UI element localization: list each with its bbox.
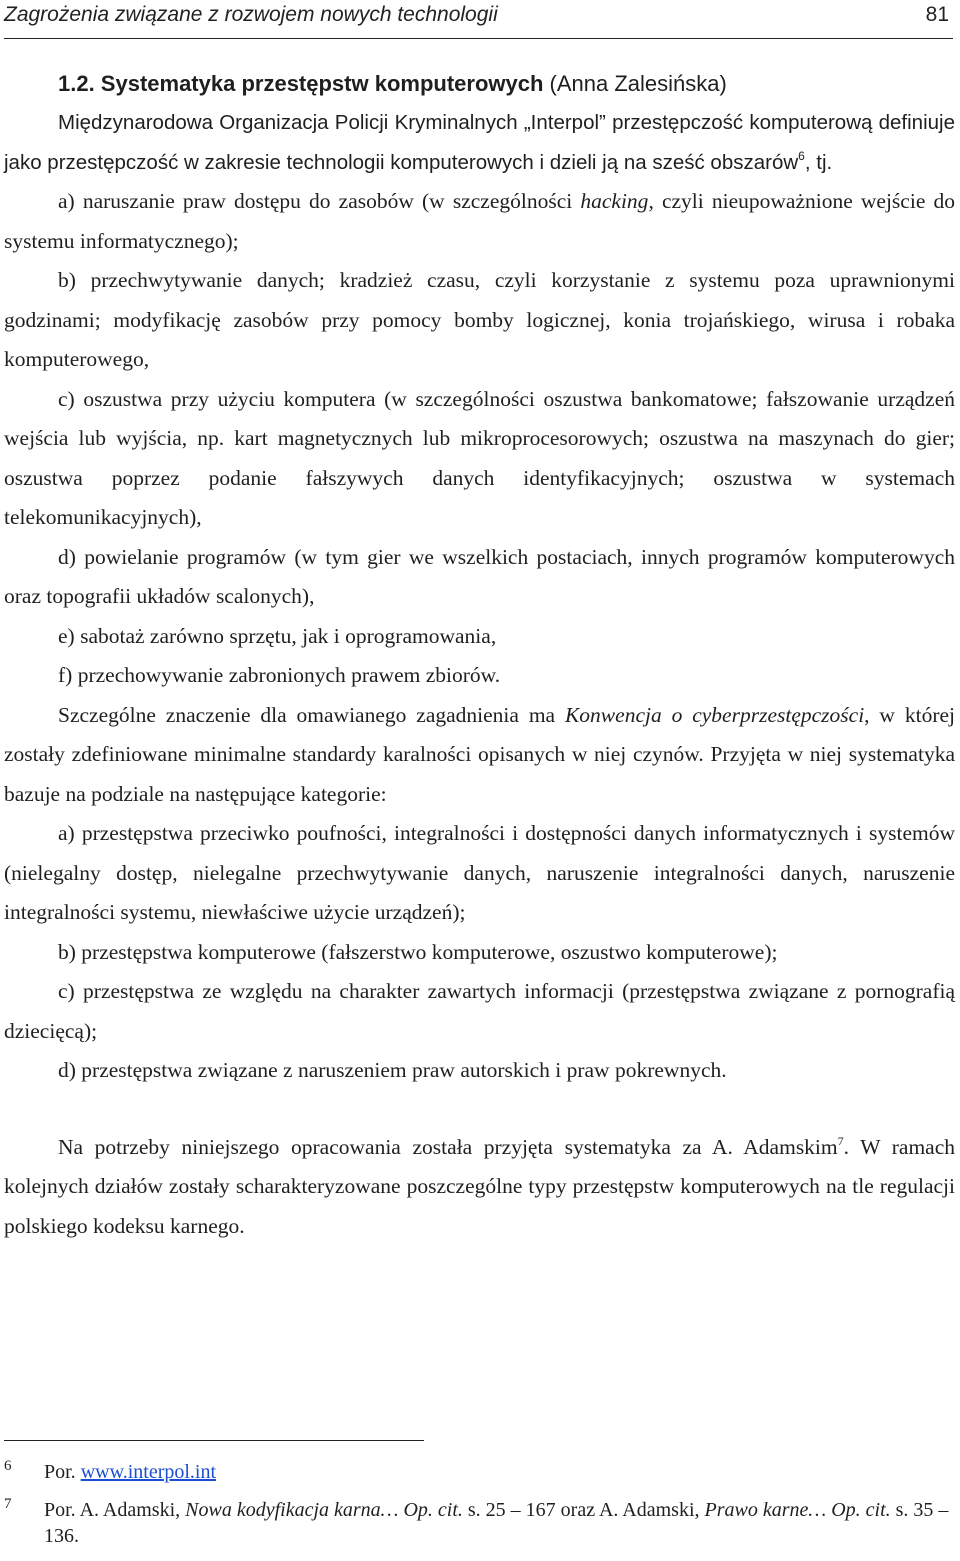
- interpol-item-a: [4, 182, 955, 261]
- interpol-item-e: e) sabotaż zarówno sprzętu, jak i oprogramowania,: [58, 623, 497, 648]
- interpol-link[interactable]: www.interpol.int: [80, 1461, 217, 1483]
- footnote-6: [4, 1459, 955, 1485]
- footnote-number: 6: [4, 1458, 12, 1474]
- running-title: Zagrożenia związane z rozwojem nowych technologii: [4, 3, 498, 26]
- interpol-item-c: c) oszustwa przy użyciu komputera (w szczególności oszustwa bankomatowe; fałszowanie urządzeń wejścia lub wyjścia, np. kart magnetycznych lub mikroprocesorowych; oszustwa na maszynach do gier; oszustwa poprzez podanie fałszywych danych identyfikacyjnych; oszustwa w systemach telekomunikacyjnych),: [4, 386, 955, 529]
- footnotes: [4, 1440, 955, 1561]
- main-content: [4, 64, 955, 1246]
- page-number: 81: [925, 3, 949, 26]
- section-author: (Anna Zalesińska): [549, 71, 727, 96]
- footnote-ref-7[interactable]: 7: [837, 1133, 844, 1148]
- footnote-number: 7: [4, 1496, 12, 1512]
- section-title: [4, 64, 955, 103]
- convention-title: Konwencja o cyberprzestępczości: [564, 702, 865, 727]
- closing-post: . W ramach kolejnych działów zostały scharakteryzowane poszczególne typy przestępstw komputerowych na tle regulacji polskiego kodeksu karnego.: [4, 1134, 955, 1238]
- fn7-part-5: s. 35 – 136.: [44, 1499, 949, 1547]
- convention-item-a: a) przestępstwa przeciwko poufności, integralności i dostępności danych informatycznych i systemów (nielegalny dostęp, nielegalne przechwytywanie danych, naruszenie integralności danych, naruszenie integralności systemu, niewłaściwe użycie urządzeń);: [4, 821, 955, 924]
- footnote-6-pre: Por.: [44, 1461, 81, 1483]
- intro-text: Międzynarodowa Organizacja Policji Kryminalnych „Interpol” przestępczość komputerową definiuje jako przestępczość w zakresie technologii komputerowych i dzieli ją na sześć obszarów: [4, 111, 955, 174]
- footnote-divider: [4, 1440, 424, 1441]
- fn7-part-2: Nowa kodyfikacja karna… Op. cit.: [185, 1499, 463, 1521]
- convention-item-b: b) przestępstwa komputerowe (fałszerstwo komputerowe, oszustwo komputerowe);: [58, 939, 778, 964]
- fn7-part-4: Prawo karne… Op. cit.: [704, 1499, 891, 1521]
- item-a-pre: a) naruszanie praw dostępu do zasobów (w szczególności: [58, 189, 581, 213]
- intro-tail: , tj.: [804, 150, 833, 174]
- interpol-item-b: b) przechwytywanie danych; kradzież czasu, czyli korzystanie z systemu poza uprawnionymi godzinami; modyfikację zasobów przy pomocy bomby logicznej, konia trojańskiego, wirusa i robaka komputerowego,: [4, 268, 955, 371]
- footnote-ref-6[interactable]: 6: [798, 148, 805, 163]
- interpol-item-d: d) powielanie programów (w tym gier we wszelkich postaciach, innych programów komputerowych oraz topografii układów scalonych),: [4, 544, 955, 608]
- item-a-post: , czyli nieupoważnione wejście do systemu informatycznego);: [4, 189, 955, 253]
- closing-paragraph: [4, 1128, 955, 1247]
- convention-item-c: c) przestępstwa ze względu na charakter zawartych informacji (przestępstwa związane z pornografią dziecięcą);: [4, 979, 955, 1043]
- footnote-7: [4, 1497, 955, 1549]
- convention-item-d: d) przestępstwa związane z naruszeniem praw autorskich i praw pokrewnych.: [58, 1058, 727, 1082]
- paragraph-gap: [4, 1091, 955, 1128]
- fn7-part-3: s. 25 – 167 oraz A. Adamski,: [462, 1499, 705, 1521]
- item-a-em: hacking: [580, 189, 649, 213]
- convention-pre: Szczególne znaczenie dla omawianego zagadnienia ma: [58, 702, 565, 727]
- closing-pre: Na potrzeby niniejszego opracowania została przyjęta systematyka za A. Adamskim: [58, 1134, 838, 1159]
- intro-paragraph: [4, 103, 955, 182]
- convention-paragraph: [4, 696, 955, 815]
- running-header: [4, 0, 953, 39]
- fn7-part-1: Por. A. Adamski,: [44, 1499, 186, 1521]
- section-title-text: 1.2. Systematyka przestępstw komputerowych: [58, 71, 544, 96]
- convention-post: , w której zostały zdefiniowane minimalne standardy karalności opisanych w niej czynów. Przyjęta w niej systematyka bazuje na podziale na następujące kategorie:: [4, 702, 955, 806]
- interpol-item-f: f) przechowywanie zabronionych prawem zbiorów.: [58, 663, 501, 687]
